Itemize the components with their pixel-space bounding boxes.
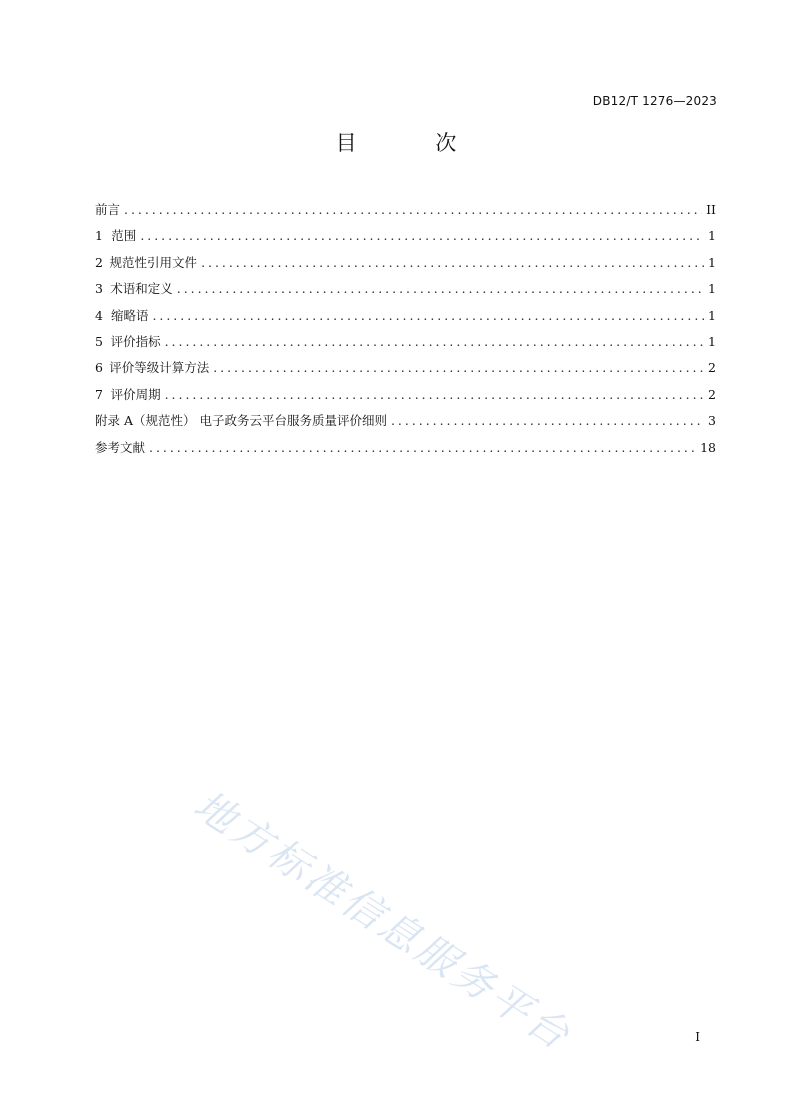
table-of-contents: [95, 200, 716, 464]
toc-entry[interactable]: [95, 306, 716, 332]
toc-entry-page: 2: [708, 386, 716, 402]
toc-entry-number: 7: [95, 386, 103, 402]
toc-entry-number: 1: [95, 228, 103, 244]
toc-leader: [140, 228, 704, 243]
toc-entry[interactable]: [95, 279, 716, 305]
toc-entry[interactable]: [95, 253, 716, 279]
toc-entry-title: 范围: [111, 228, 137, 244]
toc-entry-title: 参考文献: [95, 439, 146, 455]
watermark: 地方标准信息服务平台: [185, 782, 580, 1061]
toc-entry[interactable]: [95, 358, 716, 384]
toc-leader: [165, 334, 704, 349]
toc-leader: [152, 308, 704, 323]
toc-entry-number: 2: [95, 254, 103, 270]
standard-code: DB12/T 1276—2023: [592, 94, 717, 108]
toc-leader: [124, 202, 702, 217]
toc-leader: [201, 255, 704, 270]
toc-entry-page: 1: [708, 281, 716, 297]
toc-entry-page: 1: [708, 307, 716, 323]
toc-entry-number: 4: [95, 307, 103, 323]
toc-entry-title: 前言: [95, 202, 121, 217]
toc-entry-page: 1: [708, 254, 716, 270]
toc-entry-number: 5: [95, 333, 103, 349]
toc-leader: [165, 387, 704, 402]
toc-entry-page: 3: [708, 413, 716, 429]
toc-leader: [391, 413, 704, 428]
toc-leader: [149, 440, 696, 455]
toc-entry-title: 术语和定义: [110, 281, 173, 297]
toc-entry[interactable]: [95, 200, 716, 226]
toc-entry-page: II: [706, 202, 716, 217]
toc-entry-title: 缩略语: [110, 307, 149, 323]
toc-entry-title: 评价指标: [110, 333, 161, 349]
toc-entry-title: 评价等级计算方法: [109, 360, 210, 376]
toc-entry[interactable]: [95, 411, 716, 437]
toc-entry[interactable]: [95, 226, 716, 252]
toc-leader: [213, 360, 704, 375]
toc-entry-page: 2: [708, 360, 716, 376]
toc-entry[interactable]: [95, 332, 716, 358]
toc-entry-number: 3: [95, 281, 103, 297]
page-title: 目 次: [335, 131, 493, 155]
toc-entry[interactable]: [95, 385, 716, 411]
toc-entry-number: 6: [95, 360, 103, 376]
toc-leader: [177, 281, 704, 296]
toc-entry-title: 附录 A（规范性） 电子政务云平台服务质量评价细则: [95, 413, 387, 429]
toc-entry-page: 18: [700, 439, 716, 455]
toc-entry-page: 1: [708, 228, 716, 244]
toc-entry-title: 规范性引用文件: [109, 254, 198, 270]
page-number: I: [695, 1030, 700, 1044]
toc-entry[interactable]: [95, 438, 716, 464]
toc-entry-title: 评价周期: [110, 386, 161, 402]
toc-entry-page: 1: [708, 333, 716, 349]
